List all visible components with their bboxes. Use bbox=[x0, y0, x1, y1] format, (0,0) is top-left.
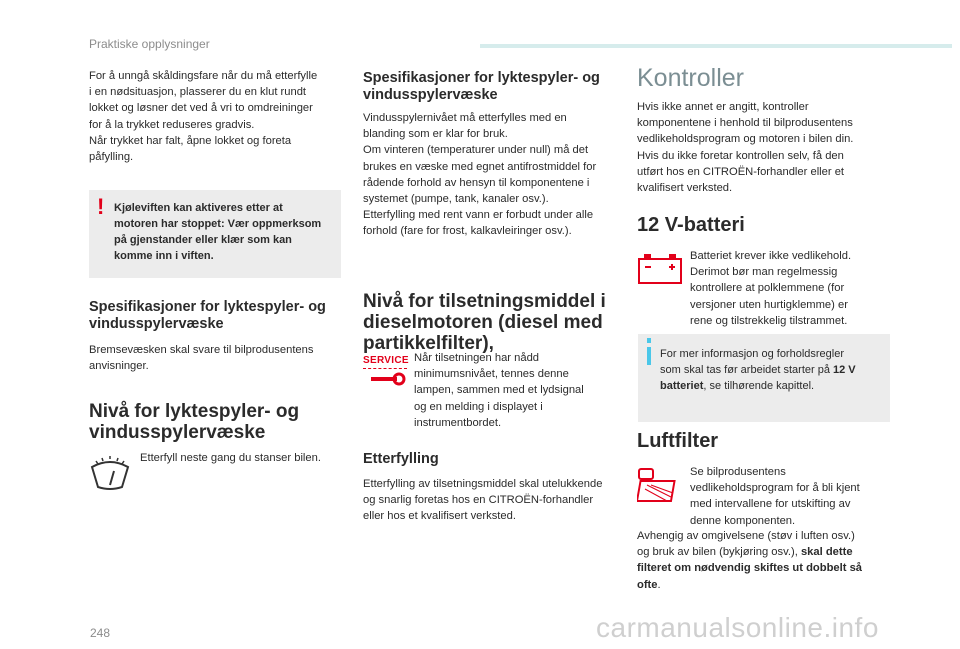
controls-text: Hvis ikke annet er angitt, kontroller komponentene i henhold til bilprodusentens vedlikeholdsprogram og motoren i bilen din. Hvis du ikke foretar kontrollen selv, få den utført hos en CITROËN-forhandler eller et kvalifisert verksted. bbox=[637, 101, 854, 195]
brake-spec-text: Bremsevæsken skal svare til bilprodusentens anvisninger. bbox=[89, 344, 314, 373]
battery-info-text: For mer informasjon og forholdsregler som skal tas før arbeidet starter på 12 V batteriet, se tilhørende kapittel. bbox=[660, 348, 856, 393]
warning-text: Kjøleviften kan aktiveres etter at motoren har stoppet: Vær oppmerksom på gjenstander eller klær som kan komme inn i viften. bbox=[114, 202, 322, 262]
air-filter-heading: Luftfilter bbox=[637, 430, 719, 452]
refill-text: Etterfylling av tilsetningsmiddel skal utelukkende og snarlig foretas hos en CITROËN-forhandler eller hos et kvalifisert verksted. bbox=[363, 478, 603, 523]
warning-exclamation-icon: ! bbox=[97, 194, 105, 219]
battery-info-box bbox=[638, 334, 890, 422]
washer-level-heading: Nivå for lyktespyler- og vindusspylervæske bbox=[89, 401, 300, 443]
additive-level-heading: Nivå for tilsetningsmiddel i dieselmotoren (diesel med partikkelfilter), bbox=[363, 291, 606, 354]
warning-box bbox=[89, 190, 341, 278]
wrench-icon bbox=[363, 369, 407, 389]
watermark: carmanualsonline.info bbox=[596, 612, 879, 643]
washer-spec-heading: Spesifikasjoner for lyktespyler- og vindusspylervæske bbox=[363, 70, 600, 103]
service-warning-icon bbox=[363, 355, 407, 395]
service-label: SERVICE bbox=[363, 355, 407, 369]
controls-heading: Kontroller bbox=[637, 64, 744, 92]
refill-heading: Etterfylling bbox=[363, 451, 439, 467]
battery-icon bbox=[636, 251, 684, 285]
info-icon bbox=[647, 347, 651, 365]
section-title: Praktiske opplysninger bbox=[89, 37, 210, 51]
header-accent-bar bbox=[480, 44, 952, 48]
air-filter-icon bbox=[637, 467, 681, 507]
brake-spec-heading: Spesifikasjoner for lyktespyler- og vindusspylervæske bbox=[89, 299, 326, 332]
page-number: 248 bbox=[90, 626, 111, 640]
intro-paragraph: For å unngå skåldingsfare når du må etterfylle i en nødsituasjon, plasserer du en klut rundt lokket og løsner det ved å vri to omdreininger for å la trykket reduseres gradvis. Når trykket har falt, åpne lokket og foreta påfylling. bbox=[89, 70, 318, 164]
battery-heading: 12 V-batteri bbox=[637, 214, 745, 236]
washer-spec-text: Vindusspylernivået må etterfylles med en blanding som er klar for bruk. Om vinteren (temperaturer under null) må det brukes en væske med egnet antifrostmiddel for rådende forhold av hensyn til komponentene i systemet (pumpe, tank, kanaler osv.). Etterfylling med rent vann er forbudt under alle forhold (fare for frost, kalkavleiringer osv.). bbox=[363, 112, 597, 238]
additive-level-text: Når tilsetningen har nådd minimumsnivået, tennes denne lampen, sammen med et lydsignal og en melding i displayet i instrumentbordet. bbox=[414, 352, 584, 429]
washer-fluid-icon bbox=[88, 455, 132, 495]
air-filter-text: Se bilprodusentens vedlikeholdsprogram for å bli kjent med intervallene for utskifting av denne komponenten. bbox=[690, 466, 860, 527]
washer-level-text: Etterfyll neste gang du stanser bilen. bbox=[140, 452, 321, 464]
battery-text: Batteriet krever ikke vedlikehold. Derimot bør man regelmessig kontrollere at polklemmene (for versjoner uten hurtigklemme) er rene og tilstrekkelig tilstrammet. bbox=[690, 250, 852, 327]
info-icon-dot bbox=[647, 338, 651, 343]
air-filter-environment-text: Avhengig av omgivelsene (støv i luften osv.) og bruk av bilen (bykjøring osv.), skal dette filteret om nødvendig skiftes ut dobbelt så ofte. bbox=[637, 530, 863, 591]
